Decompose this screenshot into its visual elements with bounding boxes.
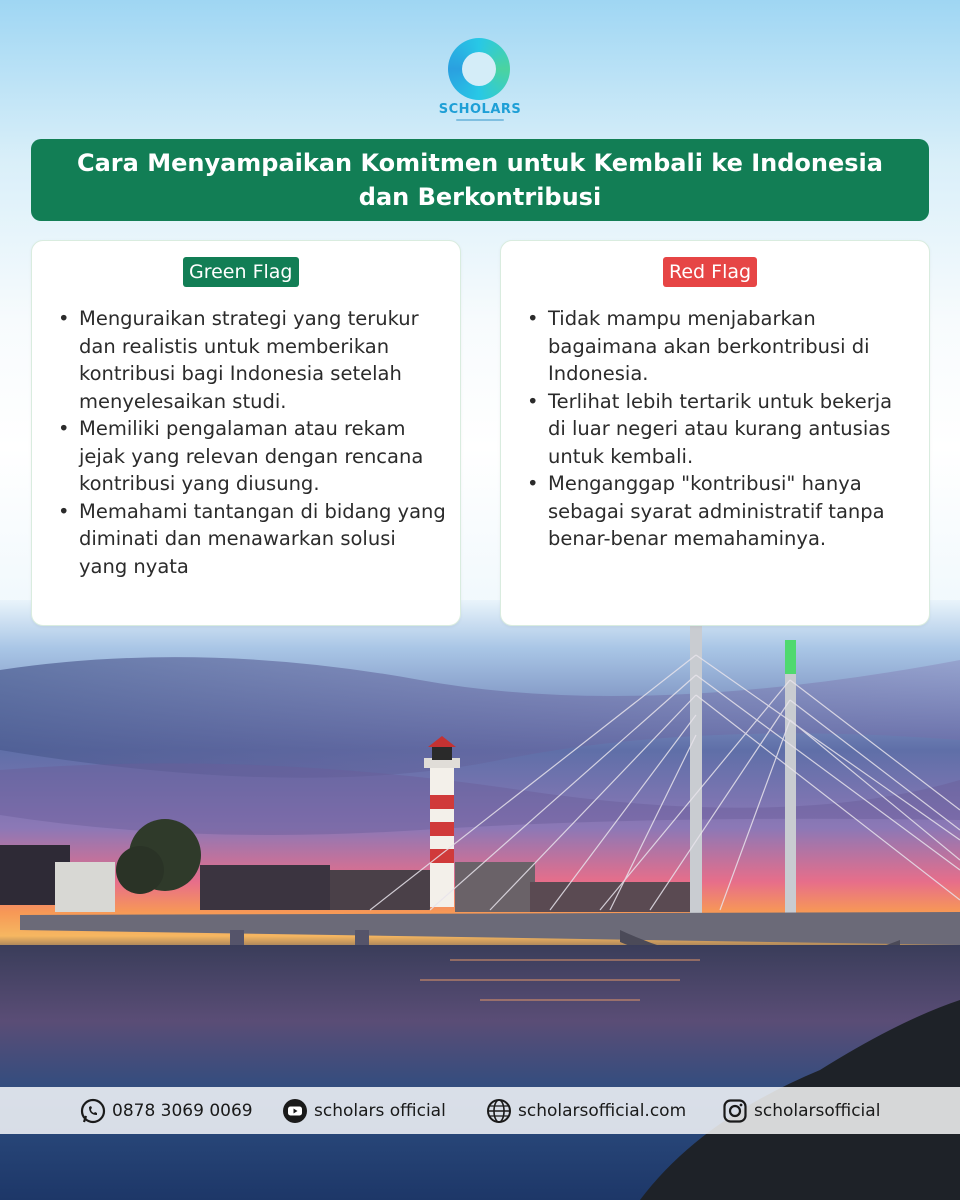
title-line-1: Cara Menyampaikan Komitmen untuk Kembali ke Indonesia	[77, 149, 883, 177]
globe-icon	[486, 1098, 512, 1124]
instagram-icon	[722, 1098, 748, 1124]
list-item: • Memahami tantangan di bidang yang diminati dan menawarkan solusi yang nyata	[54, 498, 446, 581]
website-url: scholarsofficial.com	[518, 1100, 687, 1121]
green-flag-list	[54, 305, 446, 580]
title-line-2: dan Berkontribusi	[358, 183, 602, 211]
youtube-icon	[282, 1098, 308, 1124]
list-item: • Terlihat lebih tertarik untuk bekerja di luar negeri atau kurang antusias untuk kembali.	[523, 388, 915, 471]
list-item: • Memiliki pengalaman atau rekam jejak yang relevan dengan rencana kontribusi yang diusung.	[54, 415, 446, 498]
green-flag-badge: Green Flag	[183, 257, 299, 287]
red-flag-card	[500, 240, 930, 626]
title-banner	[31, 139, 929, 221]
page-title	[77, 146, 883, 214]
logo-text: SCHOLARS	[438, 102, 522, 117]
instagram-handle: scholarsofficial	[754, 1100, 881, 1121]
red-flag-badge: Red Flag	[663, 257, 757, 287]
instagram-contact[interactable]	[722, 1087, 880, 1134]
list-item: • Menganggap "kontribusi" hanya sebagai syarat administratif tanpa benar-benar memahaminya.	[523, 470, 915, 553]
scholars-logo	[430, 38, 530, 128]
green-flag-card	[31, 240, 461, 626]
logo-underline	[430, 119, 530, 122]
whatsapp-icon	[80, 1098, 106, 1124]
list-item: • Menguraikan strategi yang terukur dan realistis untuk memberikan kontribusi bagi Indonesia setelah menyelesaikan studi.	[54, 305, 446, 415]
whatsapp-contact[interactable]	[80, 1087, 253, 1134]
logo-ring-icon	[448, 38, 510, 100]
website-contact[interactable]	[486, 1087, 686, 1134]
youtube-channel: scholars official	[314, 1100, 446, 1121]
whatsapp-number: 0878 3069 0069	[112, 1100, 253, 1121]
red-flag-list	[523, 305, 915, 553]
list-item: • Tidak mampu menjabarkan bagaimana akan berkontribusi di Indonesia.	[523, 305, 915, 388]
youtube-contact[interactable]	[282, 1087, 446, 1134]
